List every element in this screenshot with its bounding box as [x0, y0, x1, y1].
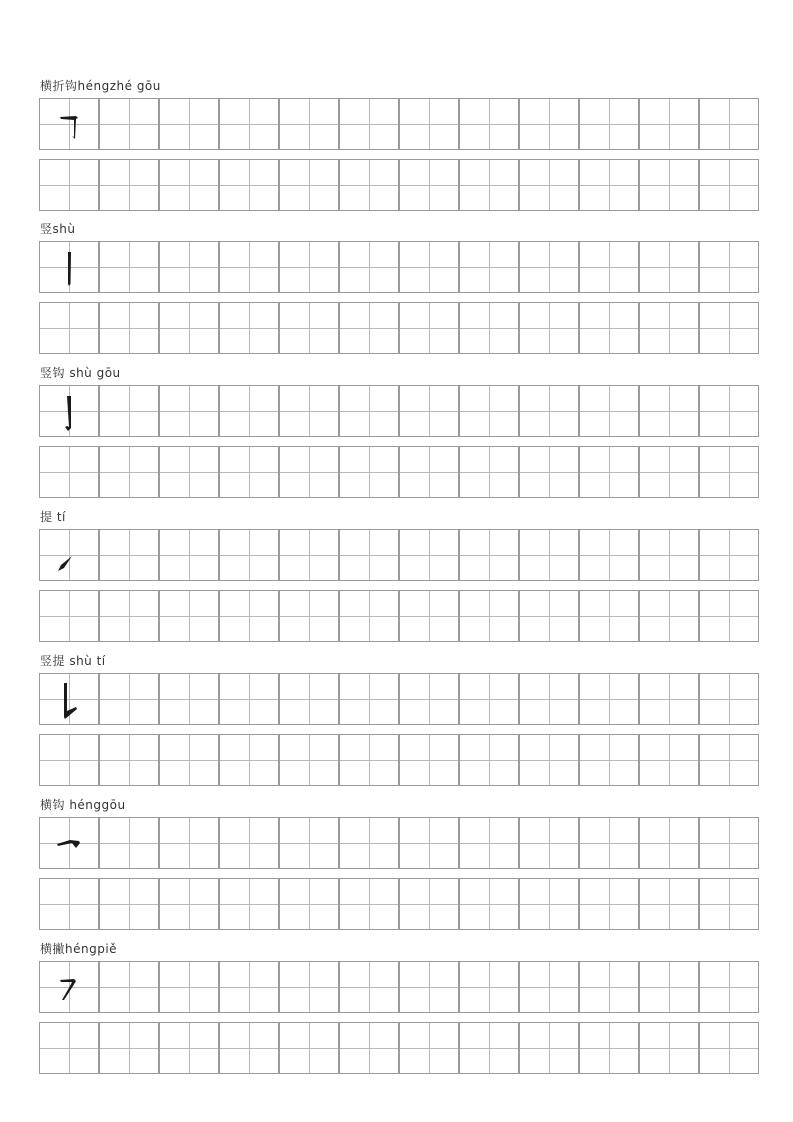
- tianzige-cell[interactable]: [99, 446, 159, 498]
- tianzige-cell[interactable]: [159, 385, 219, 437]
- practice-row: [39, 734, 759, 786]
- practice-row: [39, 302, 759, 354]
- tianzige-cell[interactable]: [699, 241, 759, 293]
- tianzige-cell[interactable]: [519, 529, 579, 581]
- tianzige-cell[interactable]: [159, 734, 219, 786]
- tianzige-cell[interactable]: [39, 302, 99, 354]
- practice-row: [39, 98, 759, 150]
- tianzige-cell[interactable]: [39, 159, 99, 211]
- tianzige-cell[interactable]: [219, 1022, 279, 1074]
- tianzige-cell[interactable]: [639, 673, 699, 725]
- tianzige-cell[interactable]: [99, 961, 159, 1013]
- tianzige-cell[interactable]: [399, 241, 459, 293]
- tianzige-cell[interactable]: [579, 446, 639, 498]
- tianzige-cell[interactable]: [279, 385, 339, 437]
- practice-row: [39, 241, 759, 293]
- stroke-label: 横撇héngpiě: [40, 942, 118, 956]
- tianzige-cell[interactable]: [279, 673, 339, 725]
- tianzige-cell[interactable]: [399, 590, 459, 642]
- practice-row: [39, 673, 759, 725]
- tianzige-cell[interactable]: [99, 385, 159, 437]
- tianzige-cell[interactable]: [399, 446, 459, 498]
- tianzige-cell[interactable]: [339, 302, 399, 354]
- tianzige-cell[interactable]: [519, 734, 579, 786]
- tianzige-cell[interactable]: [459, 529, 519, 581]
- tianzige-cell[interactable]: [219, 590, 279, 642]
- tianzige-cell[interactable]: [339, 98, 399, 150]
- tianzige-cell[interactable]: [219, 817, 279, 869]
- practice-row: [39, 590, 759, 642]
- tianzige-cell[interactable]: [159, 817, 219, 869]
- practice-row: [39, 529, 759, 581]
- tianzige-cell[interactable]: [279, 817, 339, 869]
- tianzige-cell[interactable]: [399, 734, 459, 786]
- tianzige-cell[interactable]: [579, 385, 639, 437]
- tianzige-cell[interactable]: [339, 673, 399, 725]
- tianzige-cell[interactable]: [699, 673, 759, 725]
- tianzige-cell[interactable]: [459, 734, 519, 786]
- tianzige-cell[interactable]: [519, 385, 579, 437]
- heng-gou-stroke-icon: [40, 818, 100, 870]
- tianzige-cell[interactable]: [579, 159, 639, 211]
- tianzige-cell[interactable]: [159, 529, 219, 581]
- tianzige-cell[interactable]: [339, 878, 399, 930]
- tianzige-cell[interactable]: [279, 961, 339, 1013]
- stroke-label: 横折钩héngzhé gōu: [40, 79, 161, 93]
- tianzige-cell[interactable]: [99, 302, 159, 354]
- tianzige-cell[interactable]: [459, 590, 519, 642]
- tianzige-cell[interactable]: [519, 98, 579, 150]
- tianzige-cell[interactable]: [39, 385, 99, 437]
- tianzige-cell[interactable]: [639, 159, 699, 211]
- tianzige-cell[interactable]: [219, 734, 279, 786]
- tianzige-cell[interactable]: [99, 1022, 159, 1074]
- tianzige-cell[interactable]: [699, 961, 759, 1013]
- tianzige-cell[interactable]: [519, 446, 579, 498]
- tianzige-cell[interactable]: [399, 673, 459, 725]
- tianzige-cell[interactable]: [339, 446, 399, 498]
- stroke-label: 横钩 hénggōu: [40, 798, 126, 812]
- tianzige-cell[interactable]: [519, 241, 579, 293]
- tianzige-cell[interactable]: [159, 1022, 219, 1074]
- tianzige-cell[interactable]: [639, 302, 699, 354]
- tianzige-cell[interactable]: [99, 734, 159, 786]
- tianzige-cell[interactable]: [39, 817, 99, 869]
- tianzige-cell[interactable]: [579, 734, 639, 786]
- tianzige-cell[interactable]: [579, 1022, 639, 1074]
- tianzige-cell[interactable]: [579, 98, 639, 150]
- tianzige-cell[interactable]: [639, 817, 699, 869]
- tianzige-cell[interactable]: [99, 817, 159, 869]
- tianzige-cell[interactable]: [99, 159, 159, 211]
- tianzige-cell[interactable]: [459, 817, 519, 869]
- tianzige-cell[interactable]: [699, 590, 759, 642]
- tianzige-cell[interactable]: [279, 590, 339, 642]
- tianzige-cell[interactable]: [699, 734, 759, 786]
- ti-stroke-icon: [40, 530, 100, 582]
- heng-pie-stroke-icon: [40, 962, 100, 1014]
- tianzige-cell[interactable]: [699, 446, 759, 498]
- tianzige-cell[interactable]: [459, 159, 519, 211]
- tianzige-cell[interactable]: [579, 529, 639, 581]
- tianzige-cell[interactable]: [639, 1022, 699, 1074]
- practice-row: [39, 878, 759, 930]
- tianzige-cell[interactable]: [279, 241, 339, 293]
- stroke-label: 竖shù: [40, 222, 76, 236]
- tianzige-cell[interactable]: [639, 878, 699, 930]
- tianzige-cell[interactable]: [399, 529, 459, 581]
- tianzige-cell[interactable]: [279, 302, 339, 354]
- tianzige-cell[interactable]: [339, 241, 399, 293]
- tianzige-cell[interactable]: [279, 878, 339, 930]
- tianzige-cell[interactable]: [519, 1022, 579, 1074]
- tianzige-cell[interactable]: [579, 961, 639, 1013]
- tianzige-cell[interactable]: [39, 1022, 99, 1074]
- tianzige-cell[interactable]: [459, 1022, 519, 1074]
- tianzige-cell[interactable]: [639, 961, 699, 1013]
- tianzige-cell[interactable]: [99, 878, 159, 930]
- shu-ti-stroke-icon: [40, 674, 100, 726]
- shu-stroke-icon: [40, 242, 100, 294]
- tianzige-cell[interactable]: [159, 673, 219, 725]
- tianzige-cell[interactable]: [519, 673, 579, 725]
- tianzige-cell[interactable]: [99, 241, 159, 293]
- tianzige-cell[interactable]: [99, 673, 159, 725]
- tianzige-cell[interactable]: [699, 817, 759, 869]
- tianzige-cell[interactable]: [579, 590, 639, 642]
- tianzige-cell[interactable]: [159, 878, 219, 930]
- tianzige-cell[interactable]: [219, 385, 279, 437]
- tianzige-cell[interactable]: [519, 878, 579, 930]
- tianzige-cell[interactable]: [639, 385, 699, 437]
- tianzige-cell[interactable]: [579, 817, 639, 869]
- tianzige-cell[interactable]: [399, 961, 459, 1013]
- tianzige-cell[interactable]: [219, 159, 279, 211]
- tianzige-cell[interactable]: [399, 385, 459, 437]
- tianzige-cell[interactable]: [639, 446, 699, 498]
- tianzige-cell[interactable]: [39, 590, 99, 642]
- tianzige-cell[interactable]: [219, 673, 279, 725]
- tianzige-cell[interactable]: [459, 241, 519, 293]
- tianzige-cell[interactable]: [699, 385, 759, 437]
- tianzige-cell[interactable]: [159, 98, 219, 150]
- tianzige-cell[interactable]: [639, 734, 699, 786]
- tianzige-cell[interactable]: [459, 961, 519, 1013]
- tianzige-cell[interactable]: [459, 98, 519, 150]
- tianzige-cell[interactable]: [39, 446, 99, 498]
- tianzige-cell[interactable]: [339, 1022, 399, 1074]
- tianzige-cell[interactable]: [39, 878, 99, 930]
- tianzige-cell[interactable]: [279, 98, 339, 150]
- tianzige-cell[interactable]: [519, 590, 579, 642]
- tianzige-cell[interactable]: [219, 241, 279, 293]
- tianzige-cell[interactable]: [219, 529, 279, 581]
- tianzige-cell[interactable]: [339, 385, 399, 437]
- tianzige-cell[interactable]: [399, 817, 459, 869]
- tianzige-cell[interactable]: [39, 961, 99, 1013]
- practice-row: [39, 1022, 759, 1074]
- tianzige-cell[interactable]: [39, 673, 99, 725]
- tianzige-cell[interactable]: [339, 817, 399, 869]
- tianzige-cell[interactable]: [99, 590, 159, 642]
- stroke-label: 竖提 shù tí: [40, 654, 106, 668]
- tianzige-cell[interactable]: [519, 302, 579, 354]
- tianzige-cell[interactable]: [459, 446, 519, 498]
- heng-zhe-gou-stroke-icon: [40, 99, 100, 151]
- practice-row: [39, 961, 759, 1013]
- tianzige-cell[interactable]: [339, 961, 399, 1013]
- tianzige-cell[interactable]: [399, 302, 459, 354]
- tianzige-cell[interactable]: [219, 446, 279, 498]
- tianzige-cell[interactable]: [159, 302, 219, 354]
- tianzige-cell[interactable]: [219, 878, 279, 930]
- tianzige-cell[interactable]: [579, 878, 639, 930]
- tianzige-cell[interactable]: [699, 159, 759, 211]
- tianzige-cell[interactable]: [159, 590, 219, 642]
- tianzige-cell[interactable]: [579, 673, 639, 725]
- tianzige-cell[interactable]: [39, 734, 99, 786]
- tianzige-cell[interactable]: [159, 241, 219, 293]
- tianzige-cell[interactable]: [699, 98, 759, 150]
- tianzige-cell[interactable]: [399, 98, 459, 150]
- tianzige-cell[interactable]: [99, 529, 159, 581]
- stroke-label: 提 tí: [40, 510, 66, 524]
- tianzige-cell[interactable]: [39, 98, 99, 150]
- practice-row: [39, 817, 759, 869]
- tianzige-cell[interactable]: [579, 241, 639, 293]
- tianzige-cell[interactable]: [459, 673, 519, 725]
- tianzige-cell[interactable]: [399, 1022, 459, 1074]
- tianzige-cell[interactable]: [519, 159, 579, 211]
- tianzige-cell[interactable]: [519, 961, 579, 1013]
- tianzige-cell[interactable]: [219, 961, 279, 1013]
- tianzige-cell[interactable]: [39, 529, 99, 581]
- tianzige-cell[interactable]: [279, 529, 339, 581]
- tianzige-cell[interactable]: [459, 385, 519, 437]
- tianzige-cell[interactable]: [399, 159, 459, 211]
- tianzige-cell[interactable]: [339, 590, 399, 642]
- stroke-label: 竖钩 shù gōu: [40, 366, 121, 380]
- tianzige-cell[interactable]: [639, 529, 699, 581]
- practice-row: [39, 159, 759, 211]
- tianzige-cell[interactable]: [159, 961, 219, 1013]
- tianzige-cell[interactable]: [339, 159, 399, 211]
- tianzige-cell[interactable]: [159, 159, 219, 211]
- practice-row: [39, 385, 759, 437]
- tianzige-cell[interactable]: [159, 446, 219, 498]
- tianzige-cell[interactable]: [219, 98, 279, 150]
- practice-row: [39, 446, 759, 498]
- tianzige-cell[interactable]: [639, 241, 699, 293]
- tianzige-cell[interactable]: [39, 241, 99, 293]
- tianzige-cell[interactable]: [579, 302, 639, 354]
- tianzige-cell[interactable]: [699, 529, 759, 581]
- tianzige-cell[interactable]: [639, 590, 699, 642]
- tianzige-cell[interactable]: [699, 1022, 759, 1074]
- tianzige-cell[interactable]: [219, 302, 279, 354]
- tianzige-cell[interactable]: [279, 446, 339, 498]
- tianzige-cell[interactable]: [639, 98, 699, 150]
- tianzige-cell[interactable]: [459, 302, 519, 354]
- tianzige-cell[interactable]: [399, 878, 459, 930]
- tianzige-cell[interactable]: [279, 1022, 339, 1074]
- tianzige-cell[interactable]: [519, 817, 579, 869]
- tianzige-cell[interactable]: [99, 98, 159, 150]
- tianzige-cell[interactable]: [699, 878, 759, 930]
- tianzige-cell[interactable]: [339, 734, 399, 786]
- shu-gou-stroke-icon: [40, 386, 100, 438]
- tianzige-cell[interactable]: [699, 302, 759, 354]
- tianzige-cell[interactable]: [279, 159, 339, 211]
- tianzige-cell[interactable]: [339, 529, 399, 581]
- tianzige-cell[interactable]: [459, 878, 519, 930]
- tianzige-cell[interactable]: [279, 734, 339, 786]
